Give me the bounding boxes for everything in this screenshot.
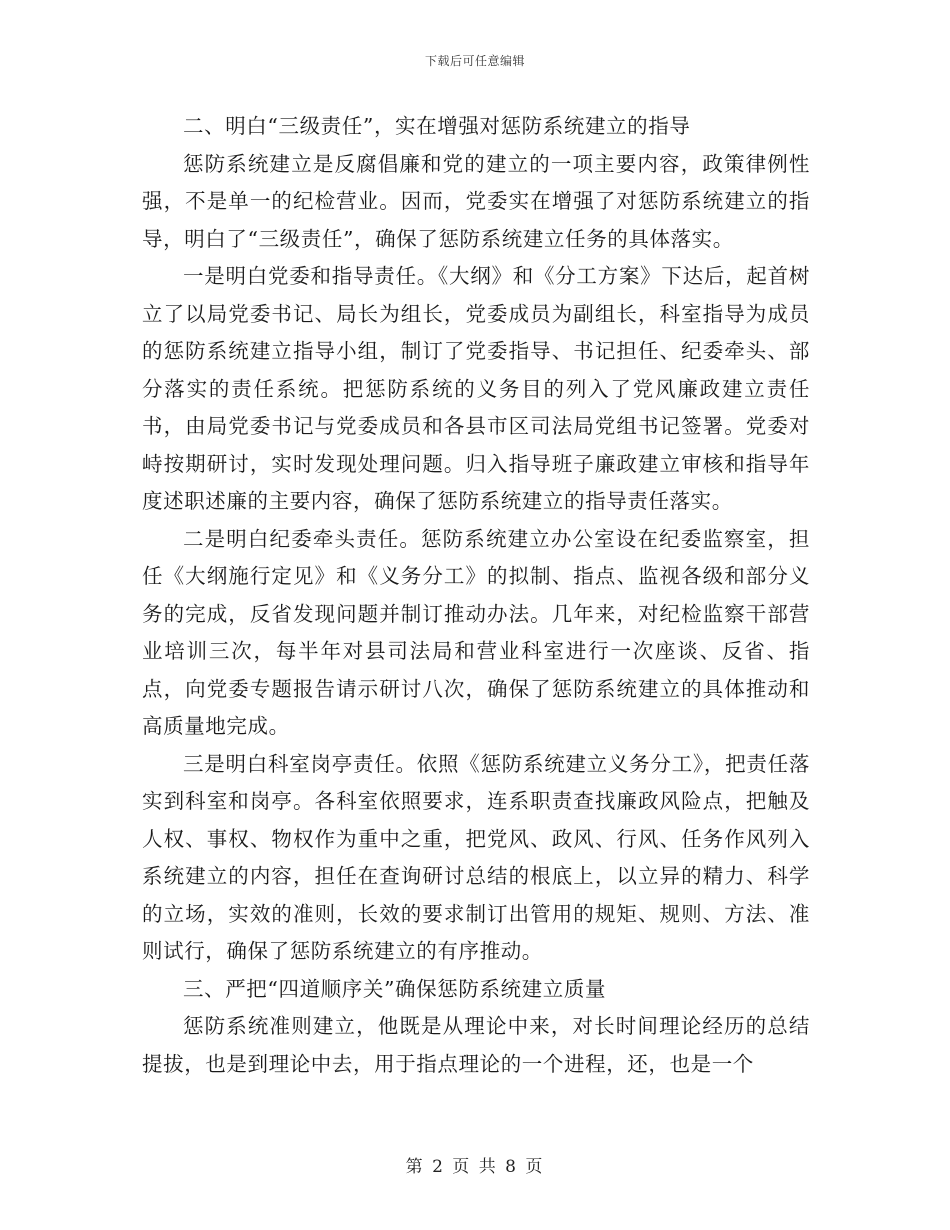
page-number-footer: 第 2 页 共 8 页 bbox=[405, 1157, 545, 1177]
paragraph-party-committee: 一是明白党委和指导责任。《大纲》和《分工方案》下达后，起首树立了以局党委书记、局长为组长，党委成员为副组长，科室指导为成员的惩防系统建立指导小组，制订了党委指导、书记担任、纪委牵头、部分落实的责任系统。把惩防系统的义务目的列入了党风廉政建立责任书，由局党委书记与党委成员和各县市区司法局党组书记签署。党委对峙按期研讨，实时发现处理问题。归入指导班子廉政建立审核和指导年度述职述廉的主要内容，确保了惩防系统建立的指导责任落实。 bbox=[142, 264, 810, 513]
page-header: 下载后可任意编辑 bbox=[424, 54, 525, 68]
document-body bbox=[142, 108, 810, 1083]
paragraph-discipline-committee: 二是明白纪委牵头责任。惩防系统建立办公室设在纪委监察室，担任《大纲施行定见》和《义务分工》的拟制、指点、监视各级和部分义务的完成，反省发现问题并制订推动办法。几年来，对纪检监察干部营业培训三次，每半年对县司法局和营业科室进行一次座谈、反省、指点，向党委专题报告请示研讨八次，确保了惩防系统建立的具体推动和高质量地完成。 bbox=[142, 526, 810, 738]
paragraph-department-post: 三是明白科室岗亭责任。依照《惩防系统建立义务分工》，把责任落实到科室和岗亭。各科室依照要求，连系职责查找廉政风险点，把触及人权、事权、物权作为重中之重，把党风、政风、行风、任务作风列入系统建立的内容，担任在查询研讨总结的根底上，以立异的精力、科学的立场，实效的准则，长效的要求制订出管用的规矩、规则、方法、准则试行，确保了惩防系统建立的有序推动。 bbox=[142, 751, 810, 963]
section-heading-3: 三、严把“四道顺序关”确保惩防系统建立质量 bbox=[183, 976, 607, 1001]
paragraph-intro: 惩防系统建立是反腐倡廉和党的建立的一项主要内容，政策律例性强，不是单一的纪检营业。因而，党委实在增强了对惩防系统建立的指导，明白了“三级责任”，确保了惩防系统建立任务的具体落实。 bbox=[142, 151, 810, 251]
paragraph-system-building: 惩防系统准则建立，他既是从理论中来，对长时间理论经历的总结提拔，也是到理论中去，用于指点理论的一个进程，还，也是一个 bbox=[142, 1014, 810, 1076]
section-heading-2: 二、明白“三级责任”，实在增强对惩防系统建立的指导 bbox=[183, 114, 691, 138]
